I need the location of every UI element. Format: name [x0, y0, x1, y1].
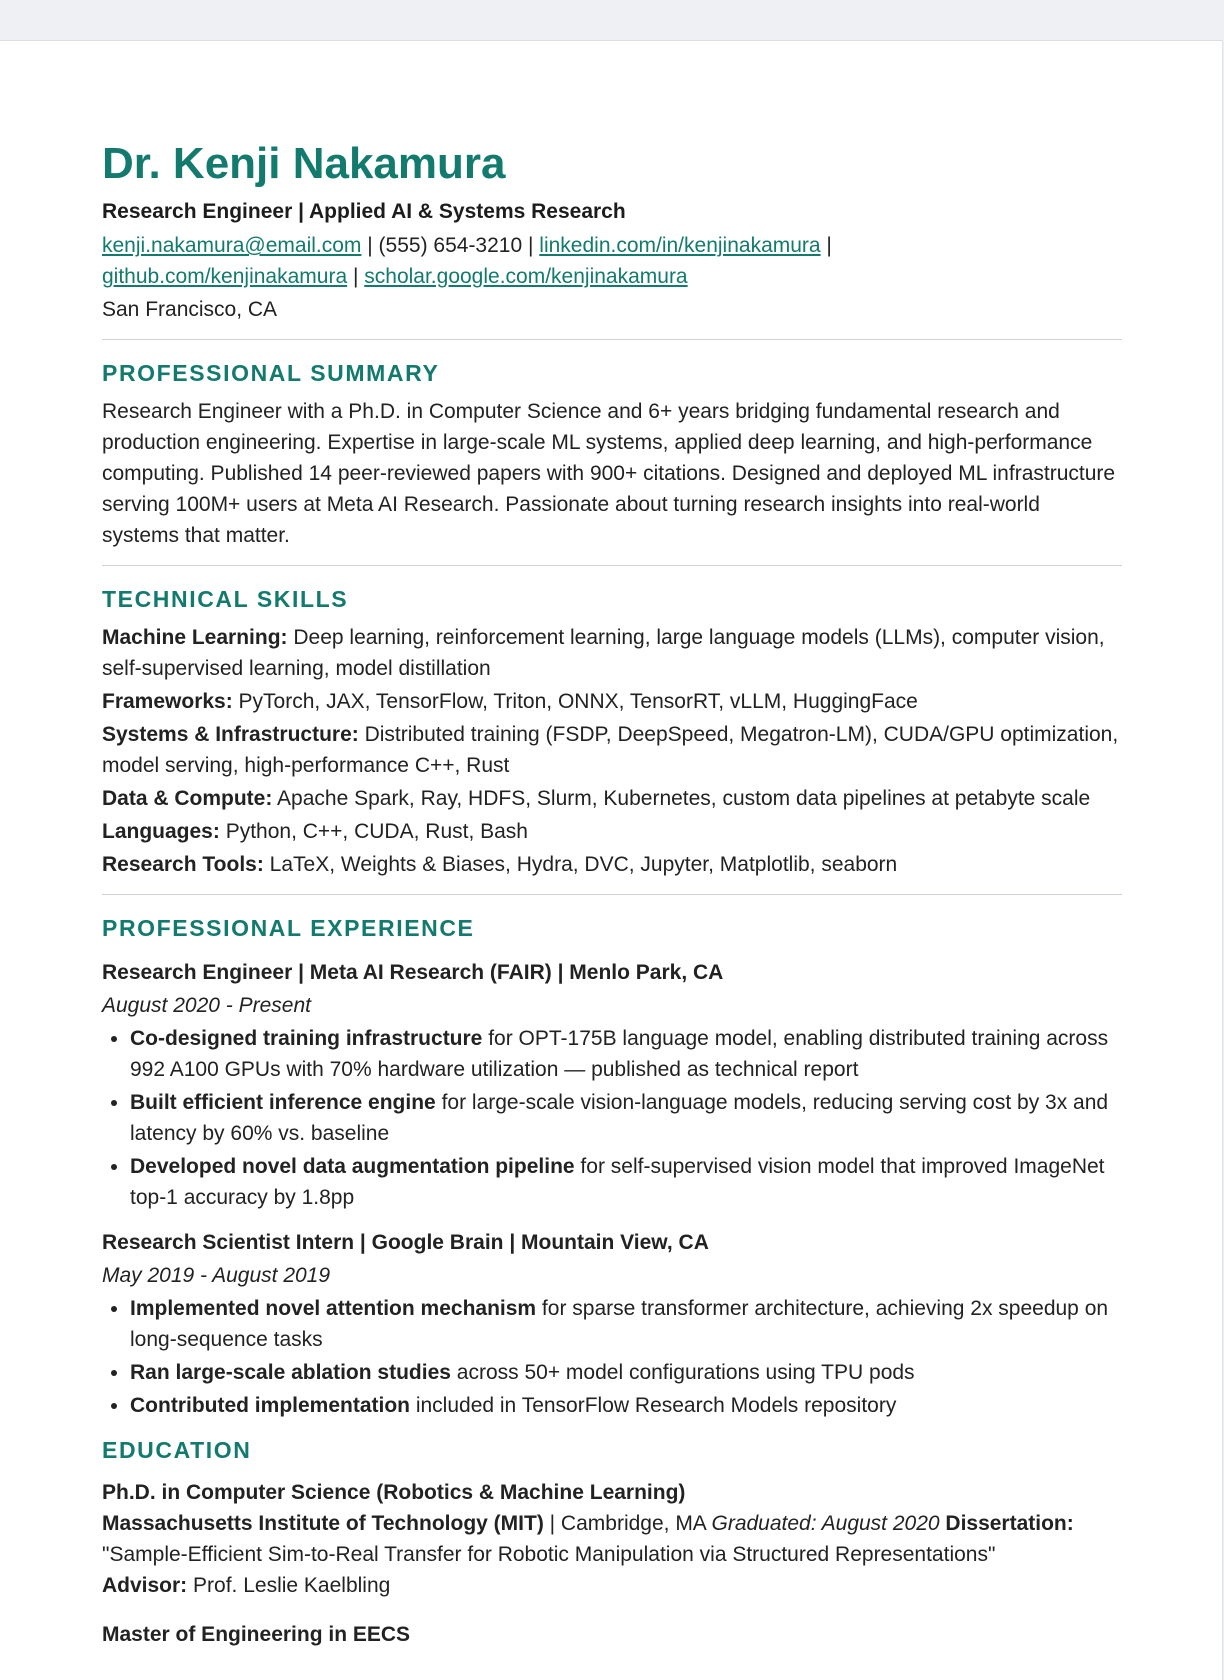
skill-label: Machine Learning:	[102, 626, 288, 649]
summary-heading: PROFESSIONAL SUMMARY	[102, 360, 440, 386]
skill-row	[102, 686, 1122, 717]
job-header: Research Scientist Intern | Google Brain | Mountain View, CA	[102, 1231, 709, 1254]
email-link[interactable]: kenji.nakamura@email.com	[102, 234, 362, 257]
contact-separator: |	[820, 234, 832, 257]
edu-degree-next: Master of Engineering in EECS	[102, 1623, 411, 1646]
bullet-highlight: Built efficient inference engine	[130, 1091, 436, 1114]
job-entry	[102, 1227, 1122, 1421]
skill-label: Data & Compute:	[102, 787, 273, 810]
experience-section	[102, 913, 1122, 1421]
job-bullets	[102, 1023, 1122, 1213]
section-divider	[102, 565, 1122, 566]
bullet-highlight: Contributed implementation	[130, 1394, 410, 1417]
bullet-text: for OPT-175B language model, enabling distributed training across 992 A100 GPUs with 70% hardware utilization — published as technical report	[130, 1027, 1109, 1081]
skill-row	[102, 622, 1122, 684]
job-bullet	[130, 1390, 1122, 1421]
job-entry	[102, 957, 1122, 1213]
contact-separator: |	[522, 234, 540, 257]
job-bullet	[130, 1151, 1122, 1213]
bullet-text: for self-supervised vision model that improved ImageNet top-1 accuracy by 1.8pp	[130, 1155, 1105, 1209]
bullet-text: for sparse transformer architecture, achieving 2x speedup on long-sequence tasks	[130, 1297, 1109, 1351]
job-bullet	[130, 1293, 1122, 1355]
skill-row	[102, 849, 1122, 880]
contact-separator: |	[361, 234, 379, 257]
skill-value: Python, C++, CUDA, Rust, Bash	[219, 820, 528, 843]
candidate-name: Dr. Kenji Nakamura	[102, 139, 506, 188]
summary-section	[102, 358, 1122, 551]
skill-value: Apache Spark, Ray, HDFS, Slurm, Kubernetes, custom data pipelines at petabyte scale	[272, 787, 1091, 810]
job-bullet	[130, 1357, 1122, 1388]
bullet-highlight: Developed novel data augmentation pipeline	[130, 1155, 575, 1178]
edu-dissertation-label: Dissertation:	[939, 1512, 1074, 1535]
resume-content	[102, 136, 1122, 1650]
bullet-text: across 50+ model configurations using TPU pods	[450, 1361, 915, 1384]
contact-separator: |	[347, 265, 365, 288]
phone-number: (555) 654-3210	[378, 234, 523, 257]
bullet-highlight: Ran large-scale ablation studies	[130, 1361, 451, 1384]
job-bullets	[102, 1293, 1122, 1421]
skill-label: Research Tools:	[102, 853, 264, 876]
contact-info	[102, 230, 1122, 292]
section-divider	[102, 894, 1122, 895]
skills-heading: TECHNICAL SKILLS	[102, 586, 349, 612]
skill-row	[102, 719, 1122, 781]
edu-school: Massachusetts Institute of Technology (MIT)	[102, 1512, 544, 1535]
candidate-title: Research Engineer | Applied AI & Systems Research	[102, 200, 626, 223]
education-heading: EDUCATION	[102, 1437, 252, 1463]
edu-dissertation: "Sample-Efficient Sim-to-Real Transfer for Robotic Manipulation via Structured Representations"	[102, 1543, 996, 1566]
skills-section	[102, 584, 1122, 880]
skill-label: Systems & Infrastructure:	[102, 723, 359, 746]
bullet-text: for large-scale vision-language models, reducing serving cost by 3x and latency by 60% vs. baseline	[130, 1091, 1109, 1145]
edu-advisor-line	[102, 1570, 1122, 1601]
job-bullet	[130, 1087, 1122, 1149]
job-dates: August 2020 - Present	[102, 994, 311, 1017]
job-header: Research Engineer | Meta AI Research (FAIR) | Menlo Park, CA	[102, 961, 724, 984]
skill-row	[102, 816, 1122, 847]
skill-value: PyTorch, JAX, TensorFlow, Triton, ONNX, TensorRT, vLLM, HuggingFace	[232, 690, 918, 713]
location: San Francisco, CA	[102, 298, 278, 321]
edu-graduated: Graduated: August 2020	[711, 1512, 940, 1535]
edu-advisor-label: Advisor:	[102, 1574, 188, 1597]
edu-location: | Cambridge, MA	[543, 1512, 712, 1535]
edu-advisor: Prof. Leslie Kaelbling	[187, 1574, 391, 1597]
skill-value: Deep learning, reinforcement learning, large language models (LLMs), computer vision, self-supervised learning, model distillation	[102, 626, 1105, 680]
skill-row	[102, 783, 1122, 814]
linkedin-link[interactable]: linkedin.com/in/kenjinakamura	[539, 234, 821, 257]
skill-label: Languages:	[102, 820, 220, 843]
bullet-text: included in TensorFlow Research Models repository	[410, 1394, 897, 1417]
job-bullet	[130, 1023, 1122, 1085]
edu-degree: Ph.D. in Computer Science (Robotics & Machine Learning)	[102, 1481, 686, 1504]
scholar-link[interactable]: scholar.google.com/kenjinakamura	[364, 265, 688, 288]
experience-heading: PROFESSIONAL EXPERIENCE	[102, 915, 475, 941]
job-dates: May 2019 - August 2019	[102, 1264, 331, 1287]
github-link[interactable]: github.com/kenjinakamura	[102, 265, 348, 288]
resume-page	[0, 40, 1223, 1680]
bullet-highlight: Implemented novel attention mechanism	[130, 1297, 537, 1320]
skill-value: LaTeX, Weights & Biases, Hydra, DVC, Jupyter, Matplotlib, seaborn	[263, 853, 898, 876]
education-section	[102, 1435, 1122, 1650]
skill-value: Distributed training (FSDP, DeepSpeed, Megatron-LM), CUDA/GPU optimization, model serving, high-performance C++, Rust	[102, 723, 1119, 777]
edu-details	[102, 1508, 1122, 1570]
bullet-highlight: Co-designed training infrastructure	[130, 1027, 483, 1050]
summary-text: Research Engineer with a Ph.D. in Computer Science and 6+ years bridging fundamental research and production engineering. Expertise in large-scale ML systems, applied deep learning, and high-performance computing. Published 14 peer-reviewed papers with 900+ citations. Designed and deployed ML infrastructure serving 100M+ users at Meta AI Research. Passionate about turning research insights into real-world systems that matter.	[102, 400, 1116, 547]
section-divider	[102, 339, 1122, 340]
skill-label: Frameworks:	[102, 690, 233, 713]
